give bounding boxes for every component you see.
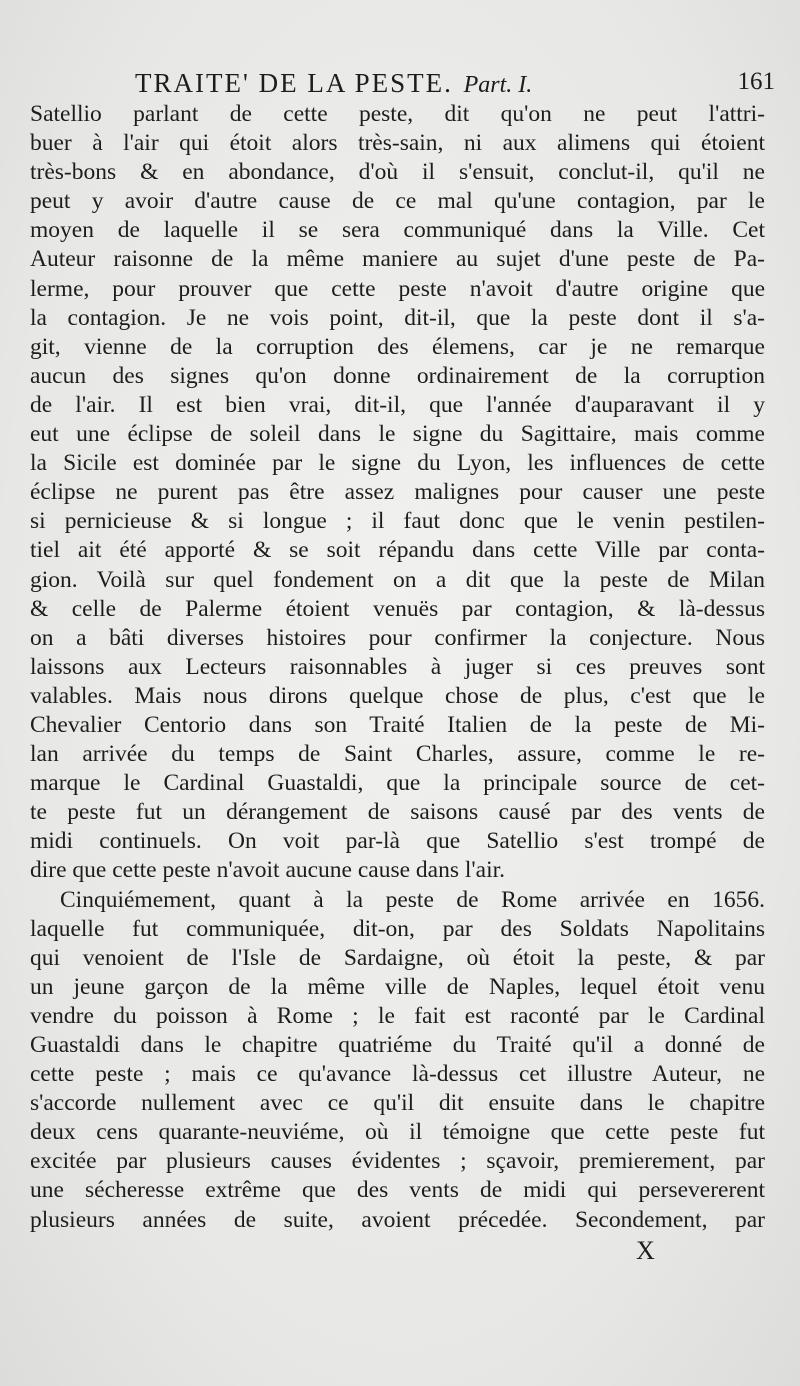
part-label: Part. I. — [463, 72, 533, 98]
text-line: plusieurs années de suite, avoient précedée. Secondement, par — [30, 1206, 765, 1233]
text-line: marque le Cardinal Guastaldi, que la principale source de cet- — [30, 770, 765, 797]
text-line: eut une éclipse de soleil dans le signe du Sagittaire, mais comme — [30, 421, 765, 448]
text-line: laissons aux Lecteurs raisonnables à juger si ces preuves sont — [30, 653, 765, 680]
text-line: moyen de laquelle il se sera communiqué dans la Ville. Cet — [30, 217, 765, 244]
text-line: excitée par plusieurs causes évidentes ; sçavoir, premierement, par — [30, 1148, 765, 1175]
text-body — [30, 100, 765, 1235]
text-line: aucun des signes qu'on donne ordinairement de la corruption — [30, 362, 765, 389]
text-line: Cinquiémement, quant à la peste de Rome arrivée en 1656. — [60, 886, 765, 913]
text-line: deux cens quarante-neuviéme, où il témoigne que cette peste fut — [30, 1119, 765, 1146]
text-line: tiel ait été apporté & se soit répandu dans cette Ville par conta- — [30, 537, 765, 564]
text-line: lerme, pour prouver que cette peste n'avoit d'autre origine que — [30, 275, 765, 302]
text-line: valables. Mais nous dirons quelque chose de plus, c'est que le — [30, 682, 765, 709]
text-line: gion. Voilà sur quel fondement on a dit que la peste de Milan — [30, 566, 765, 593]
text-line: éclipse ne purent pas être assez malignes pour causer une peste — [30, 479, 765, 506]
text-line: peut y avoir d'autre cause de ce mal qu'une contagion, par le — [30, 188, 765, 215]
text-line: si pernicieuse & si longue ; il faut donc que le venin pestilen- — [30, 508, 765, 535]
signature-mark: X — [636, 1236, 656, 1265]
running-title: TRAITE' DE LA PESTE. — [135, 68, 453, 98]
text-line: qui venoient de l'Isle de Sardaigne, où étoit la peste, & par — [30, 944, 765, 971]
text-line: on a bâti diverses histoires pour confirmer la conjecture. Nous — [30, 624, 765, 651]
text-line: Chevalier Centorio dans son Traité Italien de la peste de Mi- — [30, 711, 765, 738]
text-line: git, vienne de la corruption des élemens, car je ne remarque — [30, 333, 765, 360]
text-line: laquelle fut communiquée, dit-on, par des Soldats Napolitains — [30, 915, 765, 942]
page-number: 161 — [737, 68, 775, 95]
text-line: & celle de Palerme étoient venuës par contagion, & là-dessus — [30, 595, 765, 622]
running-header — [135, 68, 775, 104]
text-line: lan arrivée du temps de Saint Charles, assure, comme le re- — [30, 741, 765, 768]
text-line: Auteur raisonne de la même maniere au sujet d'une peste de Pa- — [30, 246, 765, 273]
text-line: dire que cette peste n'avoit aucune cause dans l'air. — [30, 857, 506, 884]
text-line: une sécheresse extrême que des vents de midi qui persevererent — [30, 1177, 765, 1204]
text-line: un jeune garçon de la même ville de Naples, lequel étoit venu — [30, 973, 765, 1000]
text-line: Guastaldi dans le chapitre quatriéme du Traité qu'il a donné de — [30, 1032, 765, 1058]
text-line: la contagion. Je ne vois point, dit-il, que la peste dont il s'a- — [30, 304, 765, 331]
text-line: buer à l'air qui étoit alors très-sain, ni aux alimens qui étoient — [30, 130, 765, 157]
text-line: te peste fut un dérangement de saisons causé par des vents de — [30, 799, 765, 826]
text-line: cette peste ; mais ce qu'avance là-dessus cet illustre Auteur, ne — [30, 1061, 765, 1088]
text-line: Satellio parlant de cette peste, dit qu'on ne peut l'attri- — [30, 101, 765, 127]
text-line: s'accorde nullement avec ce qu'il dit ensuite dans le chapitre — [30, 1090, 765, 1117]
text-line: très-bons & en abondance, d'où il s'ensuit, conclut-il, qu'il ne — [30, 159, 765, 186]
text-line: la Sicile est dominée par le signe du Lyon, les influences de cette — [30, 450, 765, 477]
text-line: midi continuels. On voit par-là que Satellio s'est trompé de — [30, 828, 765, 855]
text-line: de l'air. Il est bien vrai, dit-il, que l'année d'auparavant il y — [30, 391, 765, 418]
text-line: vendre du poisson à Rome ; le fait est raconté par le Cardinal — [30, 1002, 765, 1029]
